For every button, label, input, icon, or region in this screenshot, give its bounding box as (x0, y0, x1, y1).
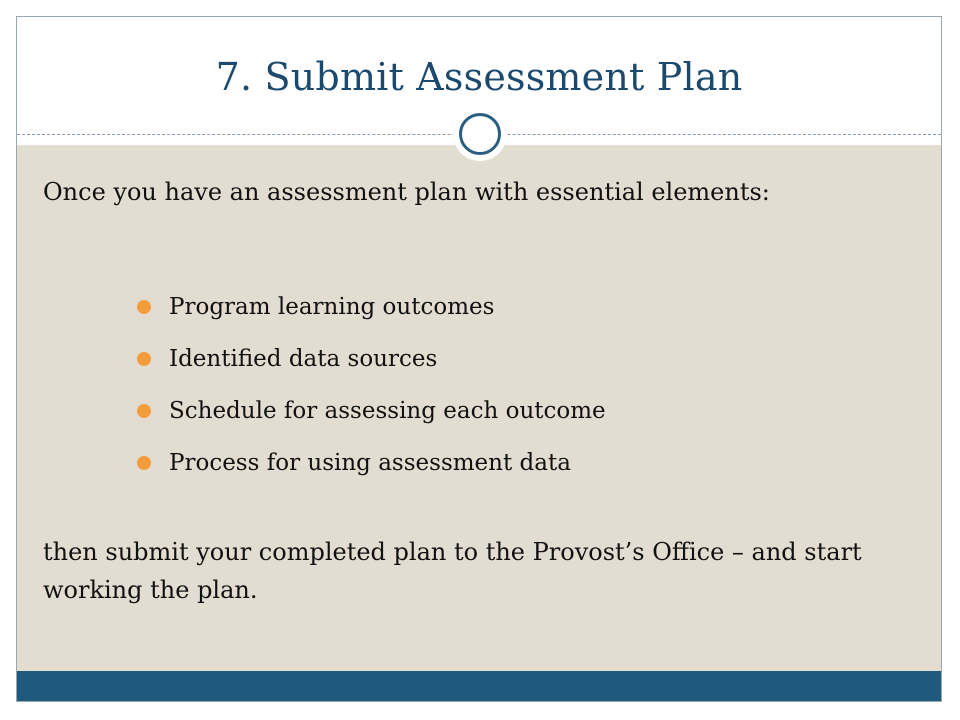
bullet-dot-icon (137, 456, 151, 470)
outro-text: then submit your completed plan to the Provost’s Office – and start working the plan. (43, 538, 862, 604)
circle-ring-icon (453, 107, 507, 161)
bullet-dot-icon (137, 404, 151, 418)
slide-frame (16, 16, 942, 702)
bullet-text: Identified data sources (169, 346, 438, 372)
list-item (135, 443, 606, 495)
bullet-text: Schedule for assessing each outcome (169, 398, 606, 424)
bullet-text: Program learning outcomes (169, 294, 495, 320)
ring (459, 113, 501, 155)
bottom-bar (17, 671, 941, 702)
slide-title: 7. Submit Assessment Plan (215, 55, 743, 99)
bullet-dot-icon (137, 300, 151, 314)
list-item (135, 287, 606, 339)
bullet-list (135, 287, 606, 495)
list-item (135, 391, 606, 443)
bullet-text: Process for using assessment data (169, 450, 571, 476)
list-item (135, 339, 606, 391)
intro-text: Once you have an assessment plan with essential elements: (43, 178, 770, 206)
bullet-dot-icon (137, 352, 151, 366)
